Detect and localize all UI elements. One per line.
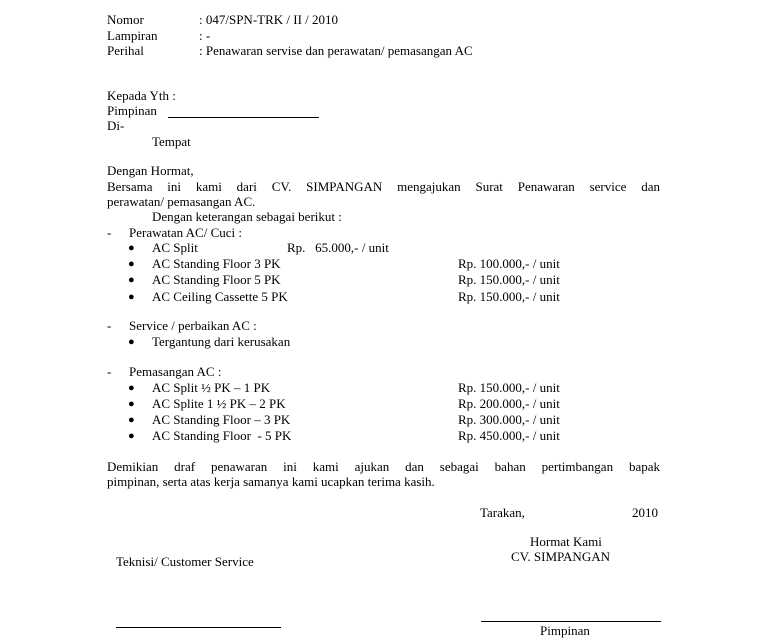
service-dash: -	[107, 318, 112, 333]
hormat-kami: Hormat Kami	[530, 534, 602, 549]
pemasangan-item-name: AC Standing Floor – 3 PK	[152, 412, 291, 427]
perawatan-item-price: Rp. 100.000,- / unit	[458, 256, 560, 271]
signature-year: 2010	[632, 505, 658, 520]
pemasangan-item-name: AC Splite 1 ½ PK – 2 PK	[152, 396, 286, 411]
company-name: CV. SIMPANGAN	[511, 549, 610, 564]
perawatan-dash: -	[107, 225, 112, 240]
perawatan-item-price: Rp. 65.000,- / unit	[287, 240, 389, 255]
signature-city: Tarakan,	[480, 505, 525, 520]
bullet-icon: ●	[128, 430, 135, 442]
perawatan-item-price: Rp. 150.000,- / unit	[458, 289, 560, 304]
pemasangan-item-name: AC Split ½ PK – 1 PK	[152, 380, 271, 395]
kepada-yth: Kepada Yth :	[107, 88, 176, 103]
service-item-name: Tergantung dari kerusakan	[152, 334, 291, 349]
perihal-label: Perihal	[107, 43, 144, 58]
nomor-value: : 047/SPN-TRK / II / 2010	[199, 12, 339, 27]
bullet-icon: ●	[128, 336, 135, 348]
pemasangan-item-price: Rp. 300.000,- / unit	[458, 412, 560, 427]
right-signature-line	[481, 621, 661, 622]
bullet-icon: ●	[128, 414, 135, 426]
pemasangan-item-price: Rp. 200.000,- / unit	[458, 396, 560, 411]
intro-line-1: Bersama ini kami dari CV. SIMPANGAN mengajukan Surat Penawaran service dan	[107, 179, 660, 194]
perawatan-item-price: Rp. 150.000,- / unit	[458, 272, 560, 287]
bullet-icon: ●	[128, 291, 135, 303]
service-title: Service / perbaikan AC :	[129, 318, 257, 333]
bullet-icon: ●	[128, 398, 135, 410]
left-signatory-role: Teknisi/ Customer Service	[116, 554, 254, 569]
lampiran-value: : -	[199, 28, 211, 43]
keterangan-text: Dengan keterangan sebagai berikut :	[152, 209, 342, 224]
nomor-label: Nomor	[107, 12, 144, 27]
perawatan-title: Perawatan AC/ Cuci :	[129, 225, 243, 240]
di-label: Di-	[107, 118, 125, 133]
perawatan-item-name: AC Split	[152, 240, 198, 255]
pemasangan-item-price: Rp. 450.000,- / unit	[458, 428, 560, 443]
bullet-icon: ●	[128, 242, 135, 254]
lampiran-label: Lampiran	[107, 28, 158, 43]
pemasangan-item-price: Rp. 150.000,- / unit	[458, 380, 560, 395]
right-signatory-name: Pimpinan	[540, 623, 590, 638]
perihal-value: : Penawaran servise dan perawatan/ pemasangan AC	[199, 43, 473, 58]
closing-line-2: pimpinan, serta atas kerja samanya kami ucapkan terima kasih.	[107, 474, 435, 489]
bullet-icon: ●	[128, 382, 135, 394]
bullet-icon: ●	[128, 258, 135, 270]
perawatan-item-name: AC Standing Floor 3 PK	[152, 256, 281, 271]
greeting: Dengan Hormat,	[107, 163, 194, 178]
closing-line-1: Demikian draf penawaran ini kami ajukan dan sebagai bahan pertimbangan bapak	[107, 459, 660, 474]
pimpinan-blank-line	[168, 117, 319, 118]
intro-line-2: perawatan/ pemasangan AC.	[107, 194, 256, 209]
perawatan-item-name: AC Standing Floor 5 PK	[152, 272, 281, 287]
pemasangan-dash: -	[107, 364, 112, 379]
pemasangan-item-name: AC Standing Floor - 5 PK	[152, 428, 292, 443]
pemasangan-title: Pemasangan AC :	[129, 364, 222, 379]
tempat-label: Tempat	[152, 134, 191, 149]
bullet-icon: ●	[128, 274, 135, 286]
perawatan-item-name: AC Ceiling Cassette 5 PK	[152, 289, 288, 304]
pimpinan-label: Pimpinan	[107, 103, 157, 118]
left-signature-line	[116, 627, 281, 628]
